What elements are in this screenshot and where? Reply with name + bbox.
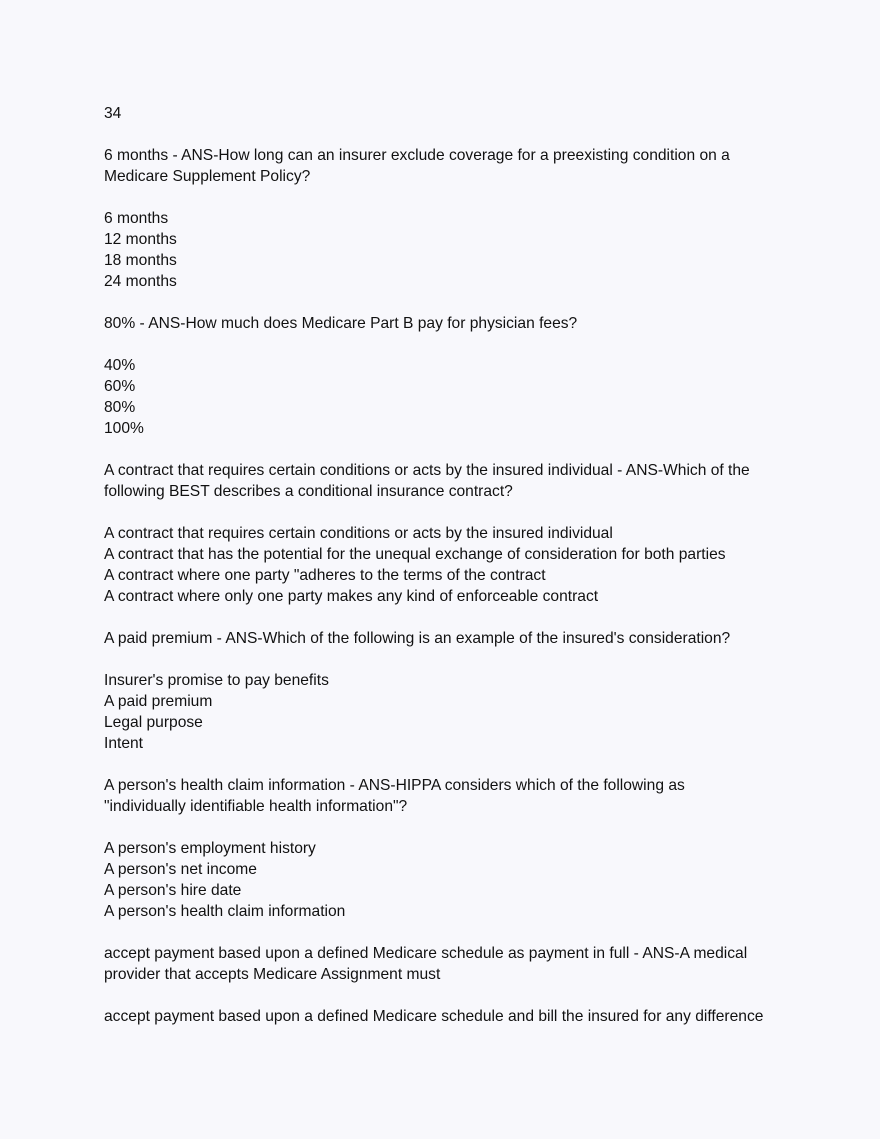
question-prompt-line: Medicare Supplement Policy? [104, 168, 311, 185]
question-block-5 [104, 775, 804, 922]
question-block-2 [104, 313, 804, 439]
answer-option: Legal purpose [104, 714, 203, 731]
answer-option: Insurer's promise to pay benefits [104, 672, 329, 689]
question-block-6 [104, 943, 804, 1027]
answer-option: 40% [104, 357, 136, 374]
spacer [104, 502, 804, 523]
question-prompt-line: A person's health claim information - ANS-HIPPA considers which of the following as [104, 777, 685, 794]
spacer [104, 187, 804, 208]
spacer [104, 922, 804, 943]
answer-option: A paid premium [104, 693, 213, 710]
question-prompt-line: 6 months - ANS-How long can an insurer exclude coverage for a preexisting condition on a [104, 147, 730, 164]
document-content [104, 103, 804, 1027]
answer-option: A person's health claim information [104, 903, 346, 920]
answer-option: A person's net income [104, 861, 257, 878]
answer-option: 12 months [104, 231, 177, 248]
answer-option: A contract that has the potential for the unequal exchange of consideration for both parties [104, 546, 726, 563]
answer-option: 18 months [104, 252, 177, 269]
answer-option: A contract where only one party makes any kind of enforceable contract [104, 588, 599, 605]
question-block-3 [104, 460, 804, 607]
answer-option: accept payment based upon a defined Medicare schedule and bill the insured for any difference [104, 1008, 764, 1025]
answer-option: 100% [104, 420, 144, 437]
spacer [104, 292, 804, 313]
spacer [104, 607, 804, 628]
spacer [104, 985, 804, 1006]
answer-option: 60% [104, 378, 136, 395]
question-block-1 [104, 145, 804, 292]
answer-option: 6 months [104, 210, 169, 227]
spacer [104, 649, 804, 670]
spacer [104, 124, 804, 145]
answer-option: Intent [104, 735, 144, 752]
answer-option: A person's employment history [104, 840, 316, 857]
question-prompt-line: A paid premium - ANS-Which of the following is an example of the insured's consideration? [104, 630, 731, 647]
answer-option: 24 months [104, 273, 177, 290]
question-prompt-line: accept payment based upon a defined Medicare schedule as payment in full - ANS-A medical [104, 945, 748, 962]
question-block-4 [104, 628, 804, 754]
question-prompt-line: 80% - ANS-How much does Medicare Part B pay for physician fees? [104, 315, 578, 332]
answer-option: 80% [104, 399, 136, 416]
question-prompt-line: A contract that requires certain conditions or acts by the insured individual - ANS-Which of the [104, 462, 750, 479]
question-prompt-line: provider that accepts Medicare Assignment must [104, 966, 441, 983]
question-prompt-line: following BEST describes a conditional insurance contract? [104, 483, 513, 500]
page-number: 34 [104, 105, 122, 122]
question-prompt-line: "individually identifiable health information"? [104, 798, 408, 815]
spacer [104, 754, 804, 775]
spacer [104, 334, 804, 355]
answer-option: A contract that requires certain conditions or acts by the insured individual [104, 525, 613, 542]
spacer [104, 439, 804, 460]
answer-option: A contract where one party "adheres to the terms of the contract [104, 567, 546, 584]
answer-option: A person's hire date [104, 882, 242, 899]
spacer [104, 817, 804, 838]
